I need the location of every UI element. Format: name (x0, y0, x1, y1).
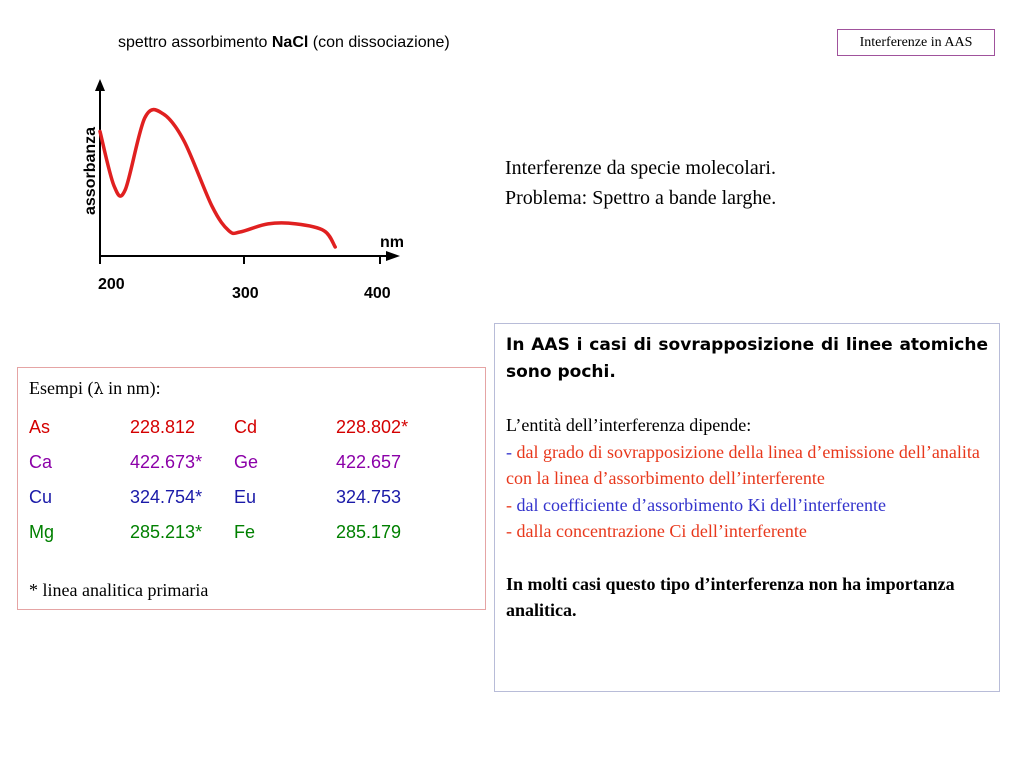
x-tick-label-400: 400 (364, 285, 391, 302)
element-symbol: Cu (29, 487, 53, 507)
aas-point-1: - dal grado di sovrapposizione della linea d’emissione dell’analita con la linea d’assorbimento dell’interferente (506, 441, 980, 488)
wavelength-value: 228.812 (130, 417, 196, 437)
chart-title: spettro assorbimento NaCl (con dissociazione) (118, 34, 450, 51)
slide-tag: Interferenze in AAS (837, 29, 995, 56)
element-symbol: Ge (234, 452, 259, 472)
examples-heading: Esempi (λ in nm): (29, 378, 161, 398)
right-line-1: Interferenze da specie molecolari. (505, 157, 776, 179)
aas-box (494, 323, 1000, 692)
x-axis-label: nm (380, 234, 404, 251)
nacl-spectrum-chart (60, 75, 420, 305)
right-description (505, 153, 776, 213)
x-tick-label-200: 200 (98, 276, 125, 293)
element-symbol: Fe (234, 522, 256, 542)
wavelength-value: 285.179 (336, 522, 402, 542)
aas-point-3: - dalla concentrazione Ci dell’interferente (506, 521, 807, 541)
wavelength-value: 228.802* (336, 417, 409, 437)
wavelength-value: 422.673* (130, 452, 203, 472)
wavelength-value: 324.754* (130, 487, 203, 507)
element-symbol: As (29, 417, 51, 437)
x-tick-label-300: 300 (232, 285, 259, 302)
examples-footnote: * linea analitica primaria (29, 580, 209, 600)
wavelength-value: 422.657 (336, 452, 402, 472)
y-axis-label: assorbanza (82, 126, 99, 215)
right-line-2: Problema: Spettro a bande larghe. (505, 187, 777, 209)
aas-point-2: - dal coefficiente d’assorbimento Ki dell’interferente (506, 494, 887, 515)
element-symbol: Eu (234, 487, 257, 507)
aas-intro: In AAS i casi di sovrapposizione di linee atomiche sono pochi. (506, 335, 988, 382)
element-symbol: Mg (29, 522, 55, 542)
spectrum-line (100, 110, 335, 247)
y-axis-arrow (95, 79, 105, 91)
aas-depends: L’entità dell’interferenza dipende: (506, 415, 752, 435)
x-axis-arrow (386, 251, 400, 261)
element-symbol: Cd (234, 417, 258, 437)
element-symbol: Ca (29, 452, 53, 472)
wavelength-value: 324.753 (336, 487, 402, 507)
examples-box (17, 367, 486, 610)
wavelength-value: 285.213* (130, 522, 203, 542)
aas-conclusion: In molti casi questo tipo d’interferenza non ha importanza analitica. (506, 573, 955, 620)
